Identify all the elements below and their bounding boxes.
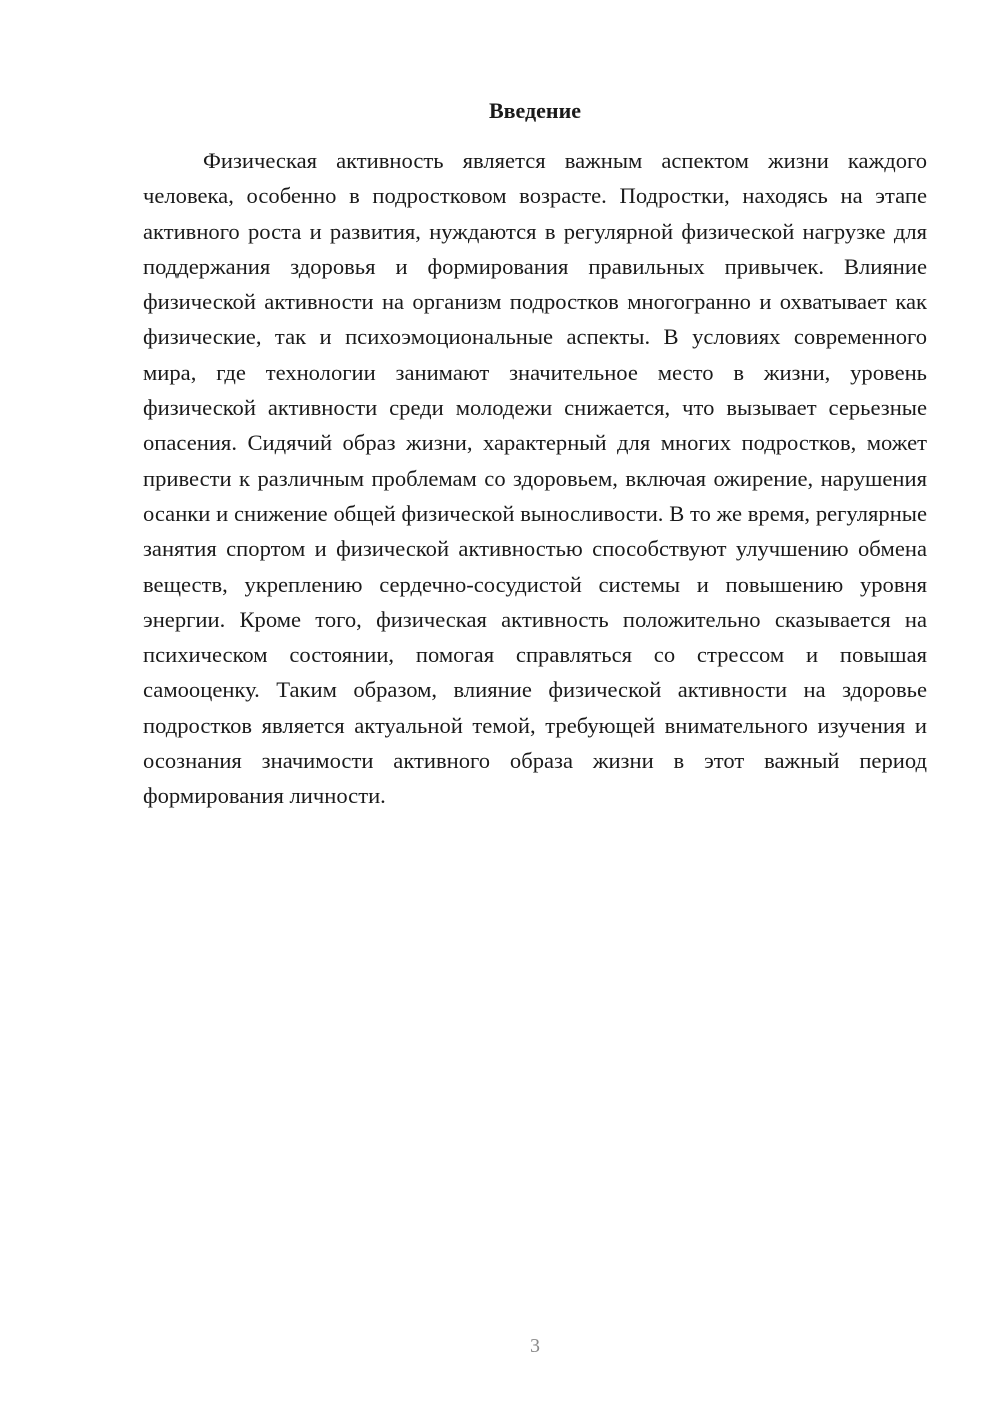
page-number: 3 (530, 1335, 540, 1357)
section-heading: Введение (488, 98, 582, 123)
body-paragraph: Физическая активность является важным аспектом жизни каждого человека, особенно в подростковом возрасте. Подростки, находясь на этапе активного роста и развития, нуждаются в регулярной физической нагрузке для поддержания здоровья и формирования правильных привычек. Влияние физической активности на организм подростков многогранно и охватывает как физические, так и психоэмоциональные аспекты. В условиях современного мира, где технологии занимают значительное место в жизни, уровень физической активности среди молодежи снижается, что вызывает серьезные опасения. Сидячий образ жизни, характерный для многих подростков, может привести к различным проблемам со здоровьем, включая ожирение, нарушения осанки и снижение общей физической выносливости. В то же время, регулярные занятия спортом и физической активностью способствуют улучшению обмена веществ, укреплению сердечно-сосудистой системы и повышению уровня энергии. Кроме того, физическая активность положительно сказывается на психическом состоянии, помогая справляться со стрессом и повышая самооценку. Таким образом, влияние физической активности на здоровье подростков является актуальной темой, требующей внимательного изучения и осознания значимости активного образа жизни в этот важный период формирования личности. (143, 148, 927, 809)
